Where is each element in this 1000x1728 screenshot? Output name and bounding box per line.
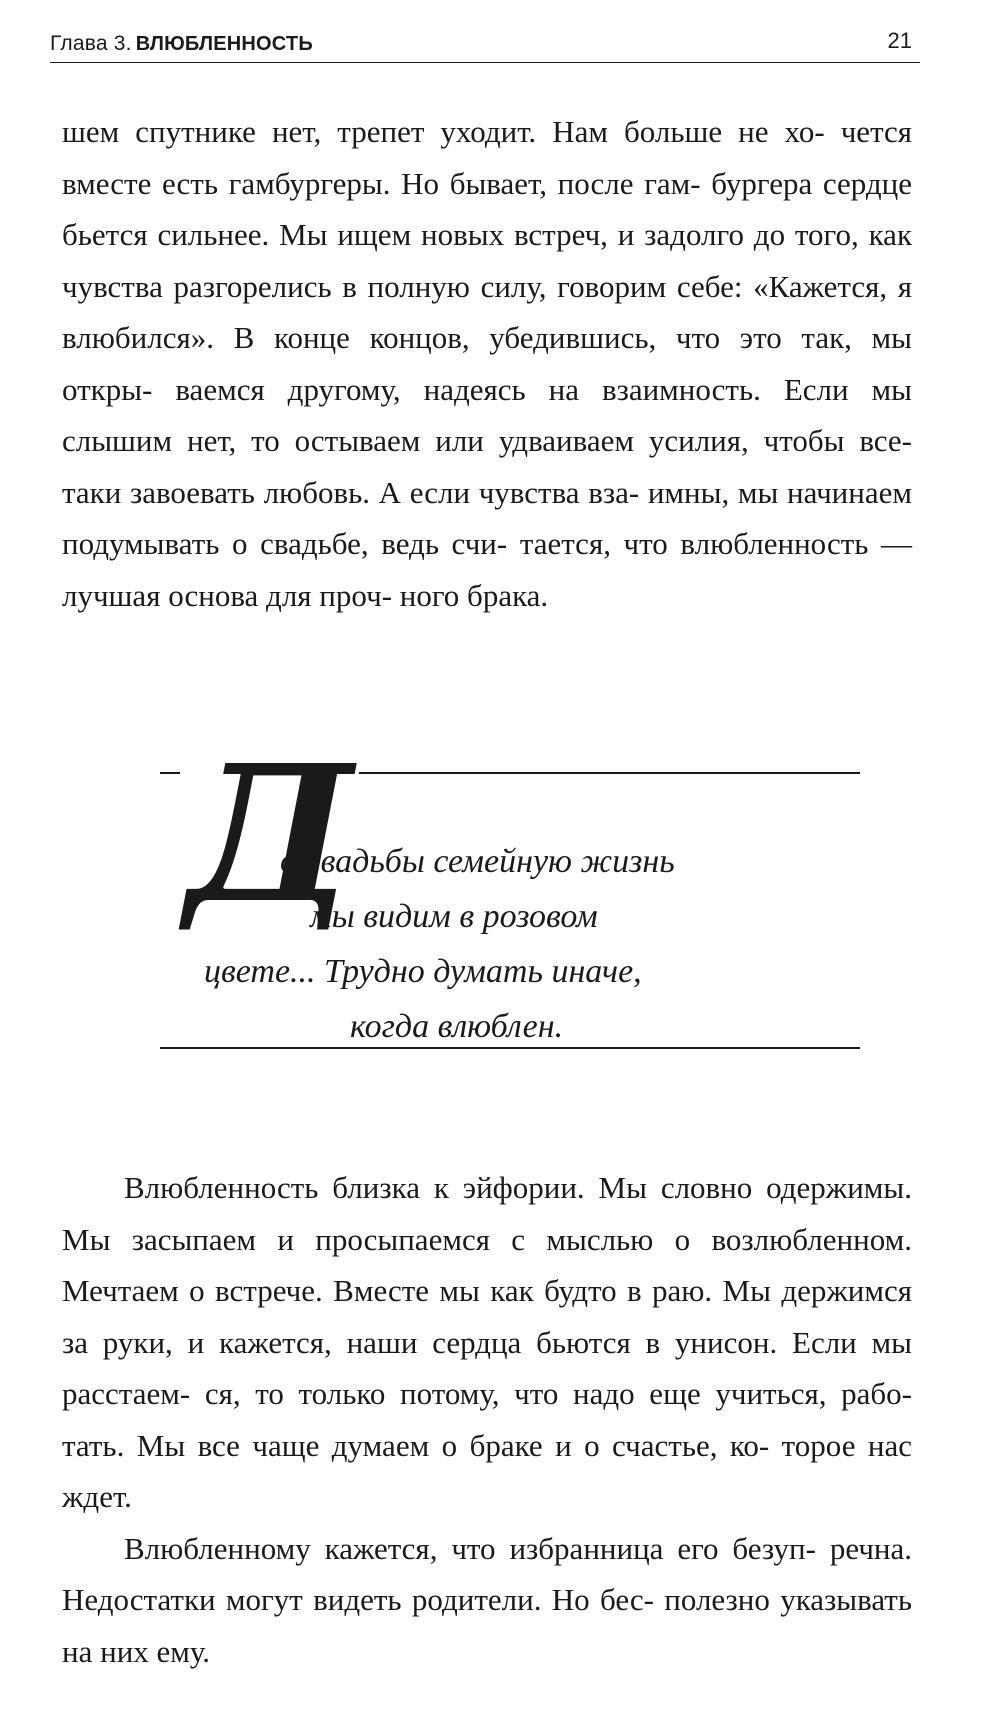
chapter-heading: [50, 32, 313, 56]
text-line: полезно указывать на них ему.: [62, 1582, 912, 1669]
text-line: Влюбленность близка к эйфории. Мы словно: [124, 1170, 753, 1205]
chapter-label: Глава 3.: [50, 32, 132, 55]
pull-quote: [160, 724, 860, 1085]
body-text-bottom: [62, 1162, 912, 1677]
running-header: [50, 28, 920, 63]
text-line: о возлюбленном. Мечтаем о встрече. Вместе мы как: [62, 1221, 912, 1308]
text-line: одержимы. Мы засыпаем и просыпаемся с мыслью: [62, 1170, 912, 1257]
pull-quote-line: когда влюблен.: [350, 1008, 564, 1045]
text-line: В конце концов, убедившись, что это так, мы откры-: [62, 320, 912, 407]
pull-quote-line: о свадьбы семейную жизнь: [280, 843, 675, 880]
text-line: ваемся другому, надеясь на взаимность. Если мы: [175, 371, 912, 407]
text-line: тается, что влюбленность — лучшая основа для проч-: [62, 526, 912, 613]
page-number: 21: [887, 28, 912, 53]
text-line: шем спутнике нет, трепет уходит. Нам больше не хо-: [62, 114, 825, 149]
text-line: имны, мы начинаем подумывать о свадьбе, ведь счи-: [62, 474, 912, 561]
text-line: бургера сердце бьется сильнее. Мы ищем новых: [62, 165, 912, 252]
paragraph-continued: [62, 106, 912, 621]
pull-quote-bottom-rule: [160, 1047, 860, 1049]
chapter-title: ВЛЮБЛЕННОСТЬ: [135, 33, 313, 55]
text-line: чтобы все-таки завоевать любовь. А если чувства вза-: [62, 423, 912, 510]
paragraph: [62, 1162, 912, 1523]
text-line: торое нас ждет.: [62, 1427, 912, 1514]
text-line: встреч, и задолго до того, как чувства разгорелись в: [62, 217, 913, 304]
text-line: слышим нет, то остываем или удваиваем усилия,: [62, 423, 749, 458]
body-text-top: [62, 106, 912, 621]
text-line: ся, то только потому, что надо еще учиться, рабо-: [204, 1376, 912, 1411]
text-line: речна. Недостатки могут видеть родители. Но бес-: [62, 1530, 913, 1617]
text-line: будто в раю. Мы держимся за руки, и кажется,: [62, 1273, 912, 1360]
text-line: тать. Мы все чаще думаем о браке и о счастье, ко-: [62, 1427, 770, 1463]
text-line: полную силу, говорим себе: «Кажется, я влюбился».: [62, 268, 913, 355]
text-line: Влюбленному кажется, что избранница его безуп-: [124, 1530, 816, 1566]
text-line: ного брака.: [399, 577, 549, 613]
pull-quote-line: мы видим в розовом: [310, 898, 598, 935]
text-line: наши сердца бьются в унисон. Если мы расстаем-: [62, 1324, 913, 1411]
text-line: чется вместе есть гамбургеры. Но бывает, после гам-: [62, 114, 913, 201]
drop-cap: Д: [180, 741, 359, 929]
pull-quote-line: цвете... Трудно думать иначе,: [204, 953, 642, 990]
paragraph: [62, 1523, 912, 1678]
